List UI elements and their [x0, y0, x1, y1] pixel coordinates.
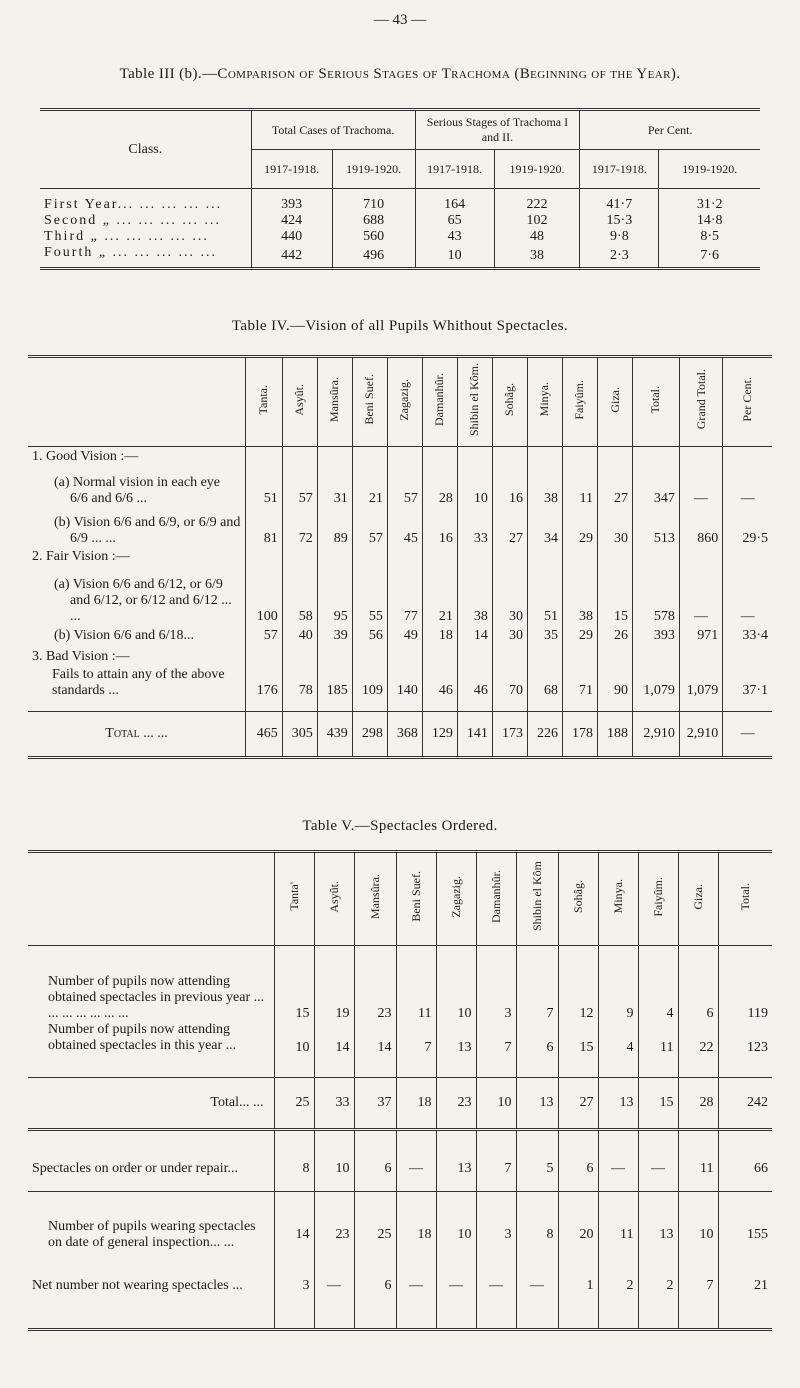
- cell: 140: [387, 667, 422, 712]
- row-label: Net number not wearing spectacles ...: [28, 1278, 274, 1330]
- cell: 109: [352, 667, 387, 712]
- cell: 9·8: [580, 229, 659, 245]
- cell: 14·8: [696, 212, 723, 228]
- table-row: [40, 229, 760, 245]
- row-label: Number of pupils now attending obtained spectacles in previous year ... ... ... ... ... ... ...: [28, 946, 274, 1022]
- cell: 25: [274, 1078, 314, 1130]
- table3-caption-prefix: Table III (b).: [119, 66, 203, 82]
- table3: [40, 108, 760, 270]
- row-label: Number of pupils wearing spectacles on date of general inspection... ...: [28, 1192, 274, 1278]
- cell: 14: [354, 1022, 396, 1078]
- table3-year: 1917-1918.: [415, 150, 494, 189]
- cell: 578: [633, 567, 680, 625]
- col-header: Sohâg.: [558, 852, 598, 946]
- row-label: First Year... ... ... ... ...: [40, 197, 251, 213]
- cell: 10: [476, 1078, 516, 1130]
- cell: 4: [638, 946, 678, 1022]
- table-row: [28, 1130, 772, 1192]
- cell: 6: [558, 1130, 598, 1192]
- cell: 368: [387, 711, 422, 757]
- table3-header-class: [40, 110, 251, 189]
- cell: 56: [352, 625, 387, 647]
- row-label: Total ... ...: [28, 711, 246, 757]
- table-row: [28, 625, 772, 647]
- cell: —: [740, 608, 755, 624]
- cell: 57: [387, 467, 422, 507]
- cell: 8·5: [700, 228, 720, 244]
- col-header: Faiyûm.: [638, 852, 678, 946]
- cell: 71: [562, 667, 597, 712]
- cell: 46: [422, 667, 457, 712]
- cell: 31·2: [696, 196, 723, 212]
- cell: 155: [747, 1226, 768, 1242]
- cell: 48: [494, 229, 580, 245]
- class-label: Class.: [128, 141, 163, 157]
- cell: 27: [558, 1078, 598, 1130]
- cell: 13: [516, 1078, 558, 1130]
- cell: 305: [282, 711, 317, 757]
- cell: 11: [598, 1192, 638, 1278]
- col-header: Giza.: [598, 357, 633, 447]
- cell: 560: [332, 229, 415, 245]
- row-label: Fails to attain any of the above standards ...: [28, 667, 246, 712]
- table5: [28, 850, 772, 1331]
- table3-header-total: Total Cases of Trachoma.: [251, 110, 415, 150]
- col-header: Minya.: [598, 852, 638, 946]
- cell: 7: [476, 1130, 516, 1192]
- col-header: Mansûra.: [354, 852, 396, 946]
- cell: —: [396, 1278, 436, 1330]
- cell: 10: [457, 467, 492, 507]
- col-header: Zagazig.: [387, 357, 422, 447]
- cell: 21: [754, 1277, 768, 1293]
- cell: 57: [282, 467, 317, 507]
- cell: 2: [598, 1278, 638, 1330]
- cell: 1: [558, 1278, 598, 1330]
- cell: 90: [598, 667, 633, 712]
- section-good: 1. Good Vision :—: [28, 447, 246, 467]
- table-row: [40, 197, 760, 213]
- cell: 33: [457, 507, 492, 547]
- table3-year: 1919-1920.: [494, 150, 580, 189]
- cell: 10: [678, 1192, 718, 1278]
- cell: 11: [678, 1130, 718, 1192]
- cell: 16: [492, 467, 527, 507]
- cell: 30: [598, 507, 633, 547]
- cell: 13: [638, 1192, 678, 1278]
- cell: 6: [354, 1278, 396, 1330]
- row-label: Spectacles on order or under repair...: [28, 1130, 274, 1192]
- table-row: [28, 1192, 772, 1278]
- cell: 7: [678, 1278, 718, 1330]
- col-header: Tanta': [274, 852, 314, 946]
- table3-year: 1917-1918.: [580, 150, 659, 189]
- cell: 3: [476, 1192, 516, 1278]
- col-header: Shibin el Kôm: [516, 852, 558, 946]
- cell: 15·3: [580, 213, 659, 229]
- cell: 100: [246, 567, 283, 625]
- col-header: Mansûra.: [317, 357, 352, 447]
- cell: 1,079: [679, 667, 722, 712]
- table3-caption: [0, 66, 800, 83]
- cell: 10: [415, 245, 494, 269]
- cell: 15: [558, 1022, 598, 1078]
- row-label: Fourth „ ... ... ... ... ...: [40, 245, 251, 269]
- cell: 11: [562, 467, 597, 507]
- page-number: — 43 —: [373, 12, 427, 28]
- cell: 33·4: [742, 627, 768, 643]
- col-header: Minya.: [527, 357, 562, 447]
- cell: 65: [415, 213, 494, 229]
- table-row: [28, 667, 772, 712]
- cell: 40: [282, 625, 317, 647]
- cell: 6: [354, 1130, 396, 1192]
- cell: 26: [598, 625, 633, 647]
- col-header: Damanhûr.: [422, 357, 457, 447]
- cell: 347: [633, 467, 680, 507]
- cell: 8: [516, 1192, 558, 1278]
- cell: 41·7: [580, 197, 659, 213]
- cell: 6: [516, 1022, 558, 1078]
- col-header: Shibin el Kôm.: [457, 357, 492, 447]
- cell: 14: [314, 1022, 354, 1078]
- cell: 188: [598, 711, 633, 757]
- cell: 129: [422, 711, 457, 757]
- cell: 971: [679, 625, 722, 647]
- table-row: [28, 567, 772, 625]
- cell: 6: [678, 946, 718, 1022]
- cell: 242: [747, 1095, 768, 1110]
- table-row: [28, 467, 772, 507]
- cell: 29·5: [742, 530, 768, 546]
- cell: —: [436, 1278, 476, 1330]
- cell: 23: [354, 946, 396, 1022]
- col-header: Giza.: [678, 852, 718, 946]
- cell: —: [679, 567, 722, 625]
- cell: 37: [354, 1078, 396, 1130]
- cell: 11: [396, 946, 436, 1022]
- cell: —: [314, 1278, 354, 1330]
- cell: 439: [317, 711, 352, 757]
- cell: 173: [492, 711, 527, 757]
- row-label: Third „ ... ... ... ... ...: [40, 229, 251, 245]
- cell: 3: [476, 946, 516, 1022]
- cell: 25: [354, 1192, 396, 1278]
- cell: 49: [387, 625, 422, 647]
- row-label: Total... ...: [28, 1078, 274, 1130]
- cell: 9: [598, 946, 638, 1022]
- cell: 30: [492, 567, 527, 625]
- cell: 7·6: [700, 247, 720, 263]
- section-bad: 3. Bad Vision :—: [28, 647, 246, 667]
- cell: 68: [527, 667, 562, 712]
- cell: —: [476, 1278, 516, 1330]
- cell: 119: [747, 1005, 768, 1021]
- cell: 34: [527, 507, 562, 547]
- cell: 185: [317, 667, 352, 712]
- cell: 23: [314, 1192, 354, 1278]
- cell: 226: [527, 711, 562, 757]
- row-label: (a) Vision 6/6 and 6/12, or 6/9 and 6/12, or 6/12 and 6/12 ... ...: [28, 567, 246, 625]
- cell: 57: [246, 625, 283, 647]
- cell: 298: [352, 711, 387, 757]
- cell: 2,910: [633, 711, 680, 757]
- cell: 7: [516, 946, 558, 1022]
- col-header: Asyût.: [314, 852, 354, 946]
- row-label: Number of pupils now attending obtained spectacles in this year ...: [28, 1022, 274, 1078]
- cell: 513: [633, 507, 680, 547]
- cell: 11: [638, 1022, 678, 1078]
- table5-caption: Table V.—Spectacles Ordered.: [302, 818, 498, 834]
- cell: 38: [562, 567, 597, 625]
- cell: 21: [352, 467, 387, 507]
- col-header: Grand Total.: [679, 357, 722, 447]
- cell: —: [679, 467, 722, 507]
- col-header: Faiyûm.: [562, 357, 597, 447]
- cell: 5: [516, 1130, 558, 1192]
- cell: 51: [246, 467, 283, 507]
- col-header: Total.: [718, 852, 772, 946]
- table-row: [28, 946, 772, 1022]
- cell: 442: [251, 245, 332, 269]
- section-fair: 2. Fair Vision :—: [28, 547, 246, 567]
- cell: 27: [492, 507, 527, 547]
- cell: 102: [494, 213, 580, 229]
- row-label: (a) Normal vision in each eye 6/6 and 6/6 ...: [28, 467, 246, 507]
- col-header: Tanta.: [246, 357, 283, 447]
- cell: 15: [598, 567, 633, 625]
- cell: 27: [598, 467, 633, 507]
- cell: 38: [494, 245, 580, 269]
- col-header: Zagazig.: [436, 852, 476, 946]
- cell: 55: [352, 567, 387, 625]
- cell: 38: [457, 567, 492, 625]
- col-header: Total.: [633, 357, 680, 447]
- cell: —: [598, 1130, 638, 1192]
- table3-year: 1917-1918.: [251, 150, 332, 189]
- cell: 496: [332, 245, 415, 269]
- table3-header-serious: Serious Stages of Trachoma I and II.: [415, 110, 580, 150]
- cell: 58: [282, 567, 317, 625]
- cell: 7: [476, 1022, 516, 1078]
- cell: 21: [422, 567, 457, 625]
- cell: 2,910: [679, 711, 722, 757]
- cell: 23: [436, 1078, 476, 1130]
- table-row: [28, 507, 772, 547]
- cell: 39: [317, 625, 352, 647]
- cell: 465: [246, 711, 283, 757]
- table3-year: 1919-1920.: [659, 150, 760, 189]
- cell: 46: [457, 667, 492, 712]
- cell: 16: [422, 507, 457, 547]
- cell: 89: [317, 507, 352, 547]
- cell: —: [396, 1130, 436, 1192]
- col-header: Asyût.: [282, 357, 317, 447]
- cell: 10: [436, 1192, 476, 1278]
- cell: 164: [415, 197, 494, 213]
- cell: —: [638, 1130, 678, 1192]
- cell: 222: [494, 197, 580, 213]
- cell: 178: [562, 711, 597, 757]
- col-header: Beni Suef.: [396, 852, 436, 946]
- cell: 13: [598, 1078, 638, 1130]
- cell: 860: [679, 507, 722, 547]
- cell: 29: [562, 507, 597, 547]
- cell: 15: [274, 946, 314, 1022]
- table-row: [40, 245, 760, 269]
- table-row: [28, 1078, 772, 1130]
- cell: 22: [678, 1022, 718, 1078]
- cell: 66: [718, 1130, 772, 1192]
- cell: 19: [314, 946, 354, 1022]
- cell: —: [516, 1278, 558, 1330]
- cell: 38: [527, 467, 562, 507]
- col-header: Damanhûr.: [476, 852, 516, 946]
- cell: 37·1: [723, 667, 772, 712]
- cell: 10: [274, 1022, 314, 1078]
- cell: 18: [396, 1078, 436, 1130]
- cell: 18: [396, 1192, 436, 1278]
- cell: 424: [251, 213, 332, 229]
- table3-caption-rest: —Comparison of Serious Stages of Trachoma (Beginning of the Year).: [202, 66, 681, 82]
- table4: [28, 355, 772, 759]
- cell: 8: [274, 1130, 314, 1192]
- cell: 70: [492, 667, 527, 712]
- cell: 15: [638, 1078, 678, 1130]
- cell: 31: [317, 467, 352, 507]
- cell: 57: [352, 507, 387, 547]
- col-header: Per Cent.: [723, 357, 772, 447]
- cell: 72: [282, 507, 317, 547]
- cell: 33: [314, 1078, 354, 1130]
- cell: 29: [562, 625, 597, 647]
- col-header: Beni Suef.: [352, 357, 387, 447]
- table4-caption: Table IV.—Vision of all Pupils Whithout Spectacles.: [231, 318, 569, 334]
- cell: 393: [251, 197, 332, 213]
- cell: 4: [598, 1022, 638, 1078]
- cell: 51: [527, 567, 562, 625]
- row-label: (b) Vision 6/6 and 6/18...: [28, 625, 246, 647]
- cell: 123: [718, 1022, 772, 1078]
- cell: 176: [246, 667, 283, 712]
- cell: 440: [251, 229, 332, 245]
- cell: 688: [332, 213, 415, 229]
- cell: 393: [633, 625, 680, 647]
- cell: 81: [246, 507, 283, 547]
- cell: 35: [527, 625, 562, 647]
- table-row: [28, 1278, 772, 1330]
- cell: 95: [317, 567, 352, 625]
- table-row: [40, 213, 760, 229]
- col-header: Sohâg.: [492, 357, 527, 447]
- cell: 78: [282, 667, 317, 712]
- cell: 14: [457, 625, 492, 647]
- cell: 14: [274, 1192, 314, 1278]
- cell: 28: [422, 467, 457, 507]
- cell: 12: [558, 946, 598, 1022]
- row-label: Second „ ... ... ... ... ...: [40, 213, 251, 229]
- cell: 77: [387, 567, 422, 625]
- cell: 10: [436, 946, 476, 1022]
- cell: 10: [314, 1130, 354, 1192]
- table3-header-percent: Per Cent.: [580, 110, 760, 150]
- cell: 28: [678, 1078, 718, 1130]
- cell: 13: [436, 1022, 476, 1078]
- cell: 30: [492, 625, 527, 647]
- cell: 1,079: [633, 667, 680, 712]
- cell: 7: [396, 1022, 436, 1078]
- cell: 3: [274, 1278, 314, 1330]
- cell: 2: [638, 1278, 678, 1330]
- cell: 43: [415, 229, 494, 245]
- cell: 20: [558, 1192, 598, 1278]
- table-row: [28, 1022, 772, 1078]
- cell: —: [740, 490, 755, 506]
- cell: 18: [422, 625, 457, 647]
- cell: 710: [332, 197, 415, 213]
- cell: 13: [436, 1130, 476, 1192]
- cell: 141: [457, 711, 492, 757]
- cell: 2·3: [580, 245, 659, 269]
- row-label: (b) Vision 6/6 and 6/9, or 6/9 and 6/9 ... ...: [28, 507, 246, 547]
- cell: —: [740, 725, 755, 741]
- table-row: [28, 711, 772, 757]
- cell: 45: [387, 507, 422, 547]
- table3-year: 1919-1920.: [332, 150, 415, 189]
